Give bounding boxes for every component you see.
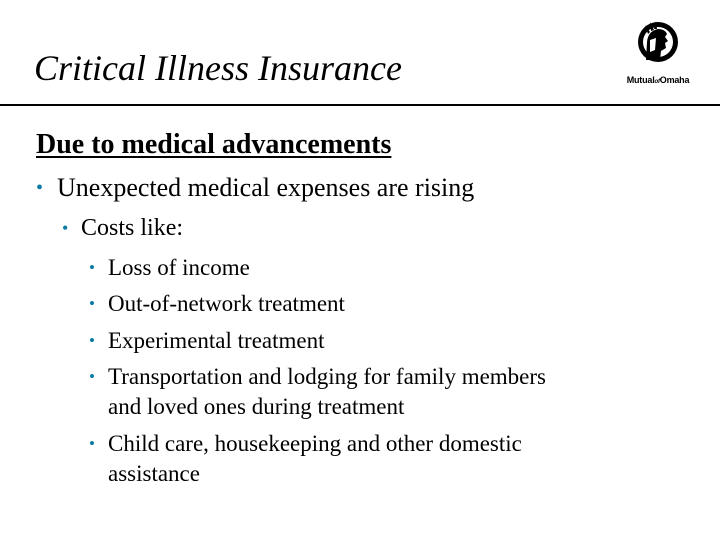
indian-head-logo-icon: [638, 20, 678, 72]
bullet-dot-icon: •: [89, 294, 95, 313]
company-logo: [618, 20, 698, 92]
bullet-dot-icon: •: [89, 258, 95, 277]
list-item: [89, 429, 522, 489]
bullet-dot-icon: •: [89, 434, 95, 453]
list-item-text: Out-of-network treatment: [108, 291, 345, 316]
slide-title: Critical Illness Insurance: [34, 48, 402, 88]
bullet-text: Costs like:: [81, 215, 184, 241]
bullet-dot-icon: •: [62, 218, 69, 238]
list-item: [89, 289, 345, 319]
bullet-dot-icon: •: [89, 367, 95, 386]
list-item-text: Loss of income: [108, 255, 250, 280]
logo-text-main: Mutual: [626, 75, 655, 85]
list-item: [89, 362, 546, 422]
logo-text-end: Omaha: [659, 75, 690, 85]
list-item-text-continued: assistance: [108, 461, 200, 486]
list-item-text: Experimental treatment: [108, 328, 325, 353]
list-item: [89, 326, 325, 356]
title-divider: [0, 104, 720, 106]
list-item-text-continued: and loved ones during treatment: [108, 394, 405, 419]
logo-wordmark: [618, 75, 698, 85]
section-heading: Due to medical advancements: [36, 129, 392, 160]
bullet-text: Unexpected medical expenses are rising: [57, 173, 475, 202]
list-item-text: Child care, housekeeping and other domestic: [108, 431, 522, 456]
bullet-level2: [62, 213, 183, 243]
logo-text-of: of: [654, 79, 660, 85]
bullet-dot-icon: •: [36, 177, 44, 199]
list-item-text: Transportation and lodging for family members: [108, 364, 546, 389]
bullet-level1: [36, 172, 474, 204]
list-item: [89, 253, 250, 283]
bullet-dot-icon: •: [89, 331, 95, 350]
